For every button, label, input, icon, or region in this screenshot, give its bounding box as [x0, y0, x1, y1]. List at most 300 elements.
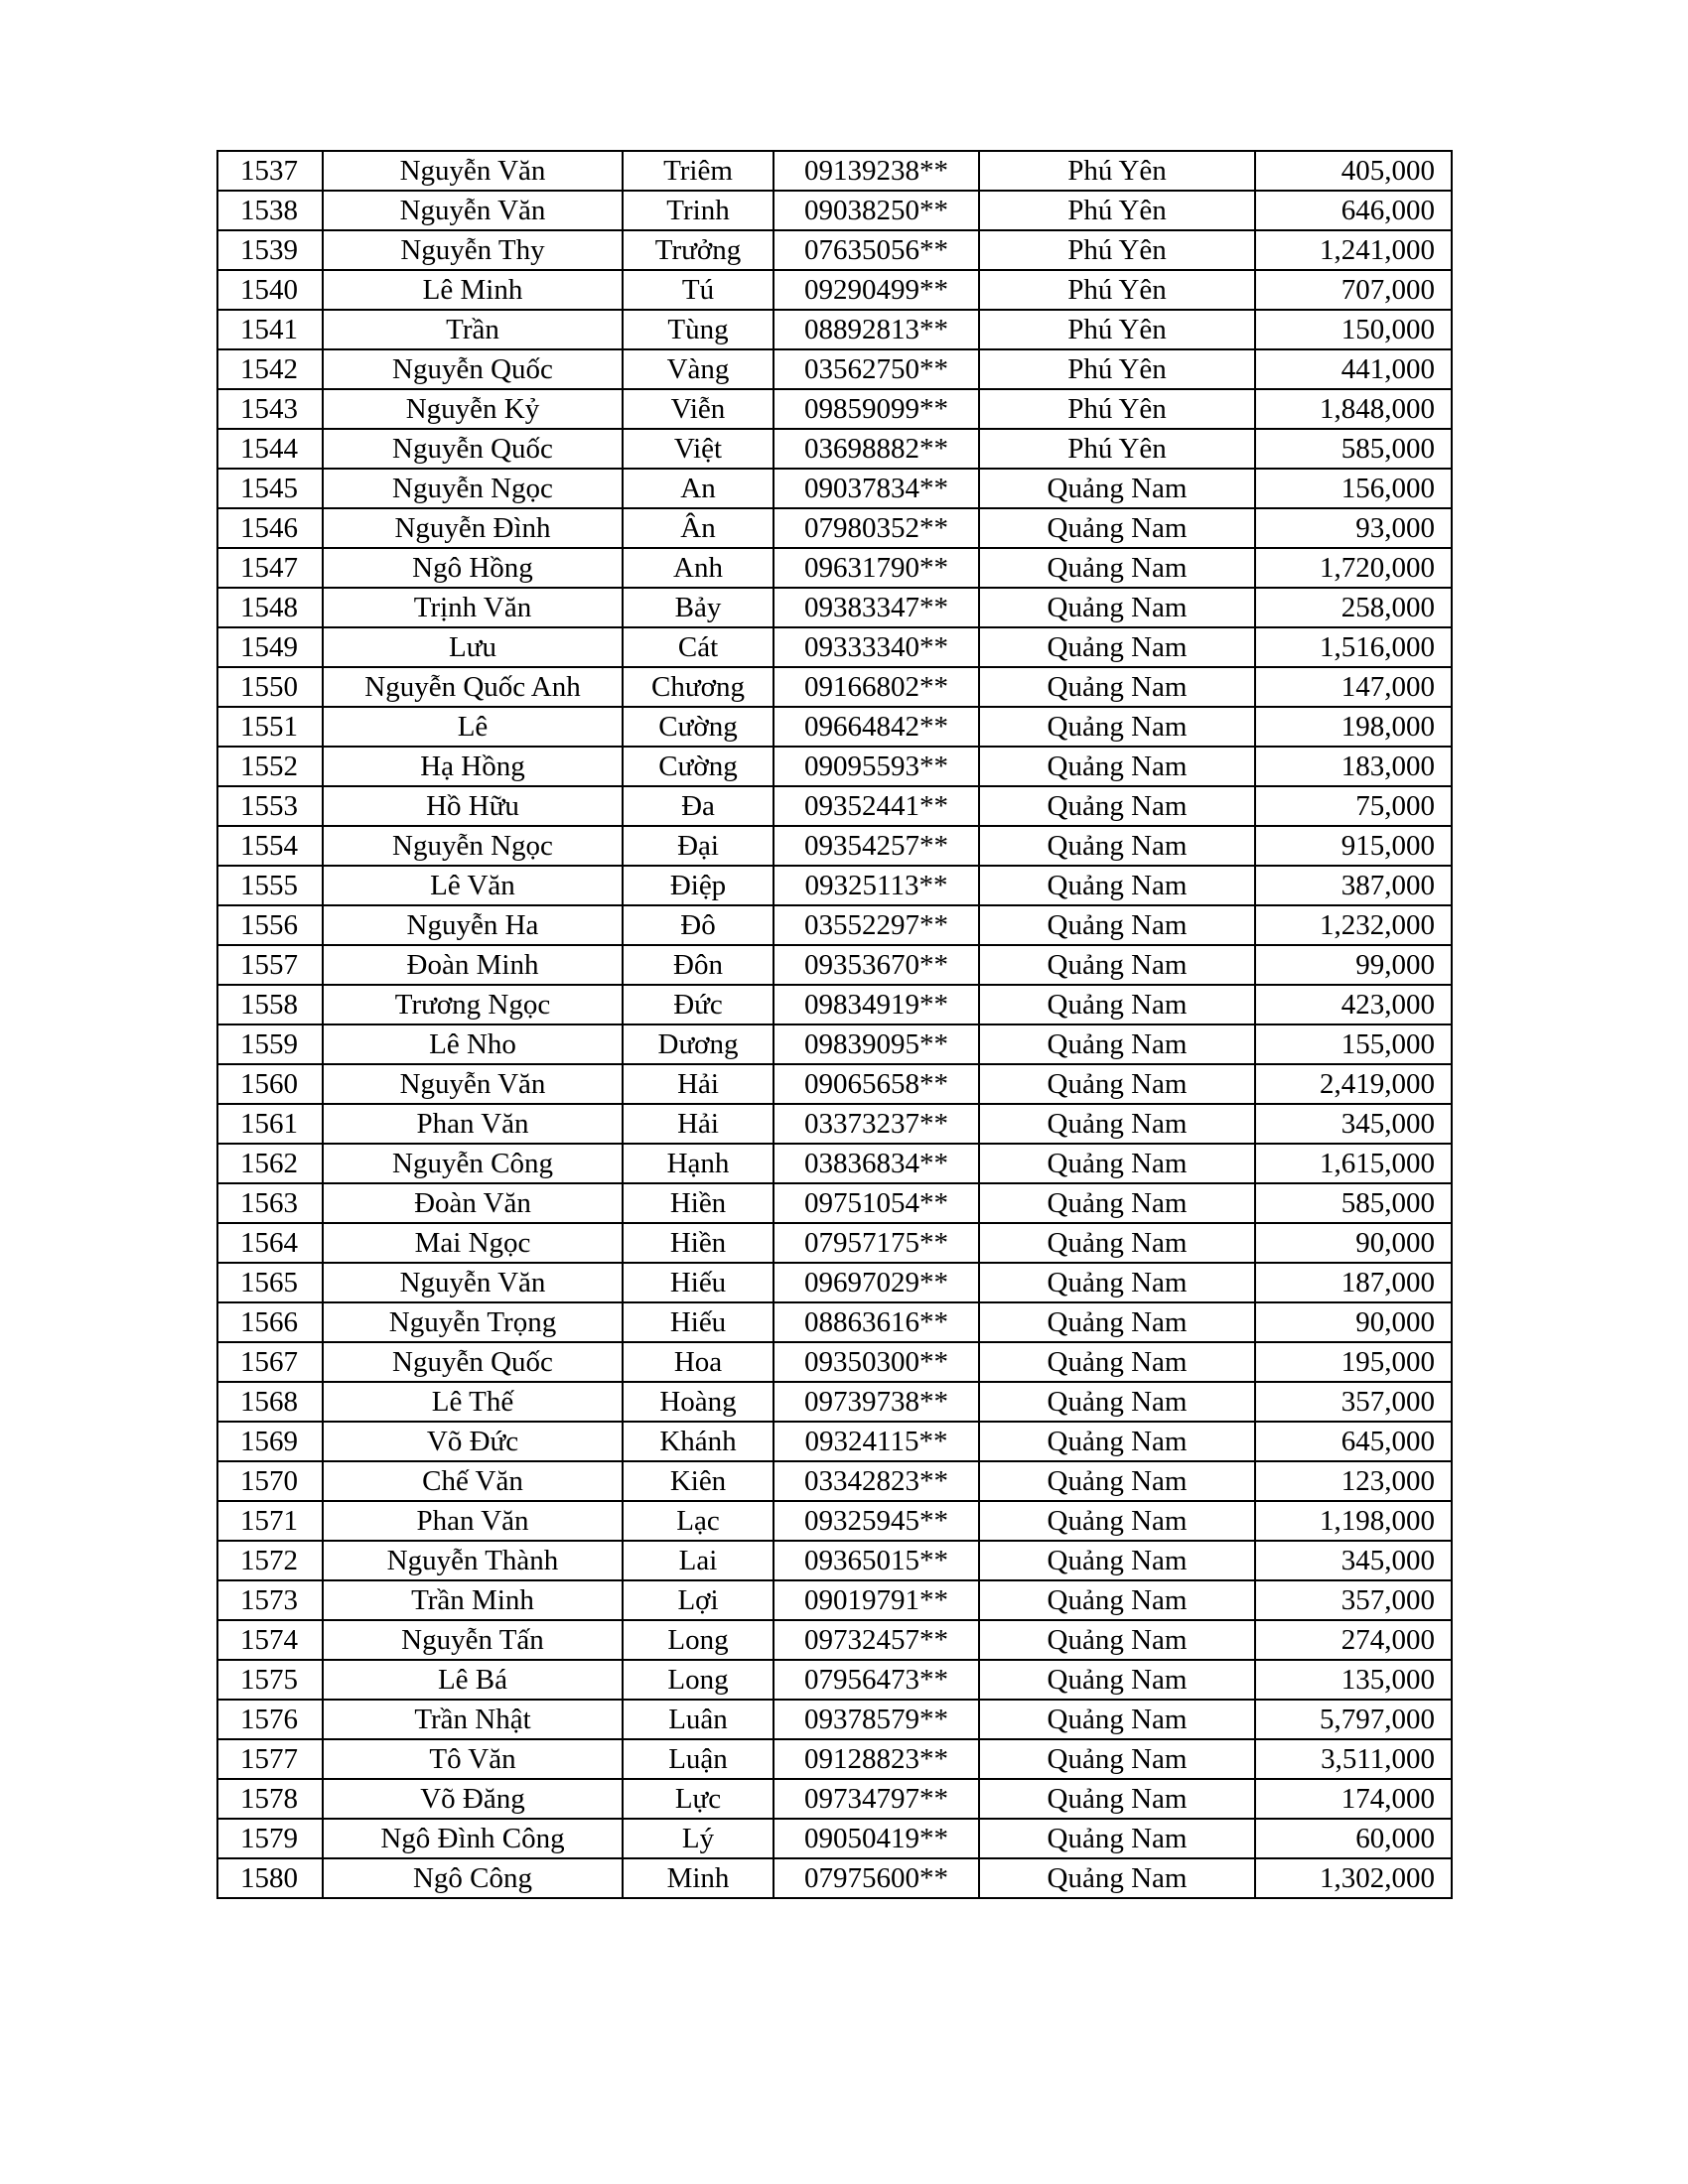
province-cell: Quảng Nam: [979, 1342, 1255, 1382]
row-number-cell: 1562: [217, 1144, 323, 1183]
surname-cell: Lê Thế: [323, 1382, 623, 1422]
surname-cell: Nguyễn Trọng: [323, 1302, 623, 1342]
phone-cell: 09290499**: [774, 270, 979, 310]
given-name-cell: Dương: [623, 1024, 774, 1064]
given-name-cell: Đại: [623, 826, 774, 866]
province-cell: Quảng Nam: [979, 667, 1255, 707]
amount-cell: 99,000: [1255, 945, 1452, 985]
surname-cell: Trương Ngọc: [323, 985, 623, 1024]
table-row: [217, 667, 1452, 707]
phone-cell: 09751054**: [774, 1183, 979, 1223]
row-number-cell: 1574: [217, 1620, 323, 1660]
row-number-cell: 1575: [217, 1660, 323, 1700]
phone-cell: 09325113**: [774, 866, 979, 905]
given-name-cell: Hiếu: [623, 1263, 774, 1302]
province-cell: Quảng Nam: [979, 588, 1255, 627]
row-number-cell: 1568: [217, 1382, 323, 1422]
amount-cell: 3,511,000: [1255, 1739, 1452, 1779]
row-number-cell: 1548: [217, 588, 323, 627]
phone-cell: 09365015**: [774, 1541, 979, 1580]
phone-cell: 09839095**: [774, 1024, 979, 1064]
table-row: [217, 1382, 1452, 1422]
phone-cell: 09050419**: [774, 1819, 979, 1858]
given-name-cell: Luận: [623, 1739, 774, 1779]
row-number-cell: 1547: [217, 548, 323, 588]
surname-cell: Nguyễn Thy: [323, 230, 623, 270]
amount-cell: 585,000: [1255, 429, 1452, 469]
row-number-cell: 1564: [217, 1223, 323, 1263]
row-number-cell: 1572: [217, 1541, 323, 1580]
surname-cell: Hạ Hồng: [323, 747, 623, 786]
given-name-cell: Cát: [623, 627, 774, 667]
surname-cell: Võ Đăng: [323, 1779, 623, 1819]
province-cell: Quảng Nam: [979, 1700, 1255, 1739]
given-name-cell: Hải: [623, 1064, 774, 1104]
table-row: [217, 1144, 1452, 1183]
phone-cell: 09631790**: [774, 548, 979, 588]
table-row: [217, 469, 1452, 508]
table-row: [217, 1541, 1452, 1580]
phone-cell: 03373237**: [774, 1104, 979, 1144]
table-row: [217, 1700, 1452, 1739]
given-name-cell: Tú: [623, 270, 774, 310]
surname-cell: Lê Nho: [323, 1024, 623, 1064]
phone-cell: 09859099**: [774, 389, 979, 429]
given-name-cell: Vàng: [623, 349, 774, 389]
row-number-cell: 1544: [217, 429, 323, 469]
surname-cell: Nguyễn Ha: [323, 905, 623, 945]
given-name-cell: Khánh: [623, 1422, 774, 1461]
amount-cell: 423,000: [1255, 985, 1452, 1024]
province-cell: Quảng Nam: [979, 1580, 1255, 1620]
table-row: [217, 588, 1452, 627]
row-number-cell: 1537: [217, 151, 323, 191]
table-row: [217, 1024, 1452, 1064]
surname-cell: Ngô Đình Công: [323, 1819, 623, 1858]
table-row: [217, 707, 1452, 747]
amount-cell: 258,000: [1255, 588, 1452, 627]
phone-cell: 07635056**: [774, 230, 979, 270]
amount-cell: 1,615,000: [1255, 1144, 1452, 1183]
province-cell: Phú Yên: [979, 191, 1255, 230]
table-row: [217, 349, 1452, 389]
table-row: [217, 151, 1452, 191]
row-number-cell: 1561: [217, 1104, 323, 1144]
row-number-cell: 1571: [217, 1501, 323, 1541]
table-row: [217, 429, 1452, 469]
phone-cell: 09139238**: [774, 151, 979, 191]
row-number-cell: 1577: [217, 1739, 323, 1779]
surname-cell: Ngô Công: [323, 1858, 623, 1898]
row-number-cell: 1550: [217, 667, 323, 707]
province-cell: Quảng Nam: [979, 1739, 1255, 1779]
amount-cell: 174,000: [1255, 1779, 1452, 1819]
table-row: [217, 1104, 1452, 1144]
province-cell: Quảng Nam: [979, 1064, 1255, 1104]
province-cell: Quảng Nam: [979, 747, 1255, 786]
table-row: [217, 1223, 1452, 1263]
province-cell: Quảng Nam: [979, 1104, 1255, 1144]
amount-cell: 1,232,000: [1255, 905, 1452, 945]
given-name-cell: Đôn: [623, 945, 774, 985]
row-number-cell: 1567: [217, 1342, 323, 1382]
province-cell: Quảng Nam: [979, 1183, 1255, 1223]
surname-cell: Võ Đức: [323, 1422, 623, 1461]
table-row: [217, 1739, 1452, 1779]
amount-cell: 90,000: [1255, 1302, 1452, 1342]
surname-cell: Tô Văn: [323, 1739, 623, 1779]
amount-cell: 405,000: [1255, 151, 1452, 191]
table-row: [217, 826, 1452, 866]
surname-cell: Nguyễn Quốc Anh: [323, 667, 623, 707]
surname-cell: Trịnh Văn: [323, 588, 623, 627]
table-row: [217, 191, 1452, 230]
amount-cell: 198,000: [1255, 707, 1452, 747]
given-name-cell: Anh: [623, 548, 774, 588]
table-row: [217, 389, 1452, 429]
province-cell: Quảng Nam: [979, 1620, 1255, 1660]
province-cell: Quảng Nam: [979, 1819, 1255, 1858]
table-row: [217, 548, 1452, 588]
province-cell: Quảng Nam: [979, 1858, 1255, 1898]
surname-cell: Nguyễn Quốc: [323, 349, 623, 389]
table-row: [217, 905, 1452, 945]
given-name-cell: Chương: [623, 667, 774, 707]
phone-cell: 07957175**: [774, 1223, 979, 1263]
province-cell: Quảng Nam: [979, 1501, 1255, 1541]
table-row: [217, 1342, 1452, 1382]
amount-cell: 1,198,000: [1255, 1501, 1452, 1541]
row-number-cell: 1579: [217, 1819, 323, 1858]
amount-cell: 183,000: [1255, 747, 1452, 786]
province-cell: Quảng Nam: [979, 866, 1255, 905]
province-cell: Quảng Nam: [979, 985, 1255, 1024]
province-cell: Quảng Nam: [979, 1302, 1255, 1342]
phone-cell: 09734797**: [774, 1779, 979, 1819]
province-cell: Quảng Nam: [979, 707, 1255, 747]
phone-cell: 09354257**: [774, 826, 979, 866]
amount-cell: 5,797,000: [1255, 1700, 1452, 1739]
given-name-cell: Long: [623, 1620, 774, 1660]
amount-cell: 345,000: [1255, 1541, 1452, 1580]
province-cell: Quảng Nam: [979, 1660, 1255, 1700]
row-number-cell: 1545: [217, 469, 323, 508]
recipient-table: [216, 150, 1453, 1899]
row-number-cell: 1553: [217, 786, 323, 826]
phone-cell: 09324115**: [774, 1422, 979, 1461]
given-name-cell: Đức: [623, 985, 774, 1024]
given-name-cell: Lợi: [623, 1580, 774, 1620]
amount-cell: 1,241,000: [1255, 230, 1452, 270]
amount-cell: 915,000: [1255, 826, 1452, 866]
table-row: [217, 1302, 1452, 1342]
province-cell: Quảng Nam: [979, 1541, 1255, 1580]
given-name-cell: Bảy: [623, 588, 774, 627]
amount-cell: 387,000: [1255, 866, 1452, 905]
province-cell: Quảng Nam: [979, 826, 1255, 866]
surname-cell: Nguyễn Văn: [323, 1263, 623, 1302]
amount-cell: 90,000: [1255, 1223, 1452, 1263]
surname-cell: Lê Minh: [323, 270, 623, 310]
phone-cell: 09697029**: [774, 1263, 979, 1302]
surname-cell: Nguyễn Ngọc: [323, 469, 623, 508]
given-name-cell: Triêm: [623, 151, 774, 191]
given-name-cell: Việt: [623, 429, 774, 469]
table-row: [217, 1660, 1452, 1700]
surname-cell: Nguyễn Quốc: [323, 1342, 623, 1382]
given-name-cell: Long: [623, 1660, 774, 1700]
phone-cell: 09732457**: [774, 1620, 979, 1660]
phone-cell: 09383347**: [774, 588, 979, 627]
given-name-cell: Lực: [623, 1779, 774, 1819]
row-number-cell: 1551: [217, 707, 323, 747]
amount-cell: 345,000: [1255, 1104, 1452, 1144]
table-row: [217, 310, 1452, 349]
table-row: [217, 270, 1452, 310]
row-number-cell: 1580: [217, 1858, 323, 1898]
province-cell: Quảng Nam: [979, 627, 1255, 667]
surname-cell: Đoàn Văn: [323, 1183, 623, 1223]
surname-cell: Trần Nhật: [323, 1700, 623, 1739]
amount-cell: 357,000: [1255, 1580, 1452, 1620]
table-row: [217, 1064, 1452, 1104]
phone-cell: 03698882**: [774, 429, 979, 469]
surname-cell: Lê Văn: [323, 866, 623, 905]
province-cell: Phú Yên: [979, 270, 1255, 310]
amount-cell: 585,000: [1255, 1183, 1452, 1223]
province-cell: Phú Yên: [979, 230, 1255, 270]
surname-cell: Ngô Hồng: [323, 548, 623, 588]
row-number-cell: 1558: [217, 985, 323, 1024]
table-row: [217, 1501, 1452, 1541]
province-cell: Quảng Nam: [979, 945, 1255, 985]
given-name-cell: Hiếu: [623, 1302, 774, 1342]
phone-cell: 09095593**: [774, 747, 979, 786]
phone-cell: 03552297**: [774, 905, 979, 945]
table-row: [217, 627, 1452, 667]
surname-cell: Đoàn Minh: [323, 945, 623, 985]
phone-cell: 03836834**: [774, 1144, 979, 1183]
row-number-cell: 1560: [217, 1064, 323, 1104]
row-number-cell: 1573: [217, 1580, 323, 1620]
row-number-cell: 1543: [217, 389, 323, 429]
table-row: [217, 1779, 1452, 1819]
phone-cell: 07975600**: [774, 1858, 979, 1898]
table-body: [217, 151, 1452, 1898]
row-number-cell: 1557: [217, 945, 323, 985]
surname-cell: Nguyễn Ngọc: [323, 826, 623, 866]
surname-cell: Nguyễn Thành: [323, 1541, 623, 1580]
phone-cell: 07980352**: [774, 508, 979, 548]
row-number-cell: 1566: [217, 1302, 323, 1342]
surname-cell: Chế Văn: [323, 1461, 623, 1501]
amount-cell: 150,000: [1255, 310, 1452, 349]
table-row: [217, 1620, 1452, 1660]
given-name-cell: Kiên: [623, 1461, 774, 1501]
phone-cell: 09065658**: [774, 1064, 979, 1104]
row-number-cell: 1563: [217, 1183, 323, 1223]
surname-cell: Nguyễn Quốc: [323, 429, 623, 469]
row-number-cell: 1576: [217, 1700, 323, 1739]
phone-cell: 08892813**: [774, 310, 979, 349]
given-name-cell: Lai: [623, 1541, 774, 1580]
given-name-cell: Trinh: [623, 191, 774, 230]
given-name-cell: Điệp: [623, 866, 774, 905]
phone-cell: 09378579**: [774, 1700, 979, 1739]
phone-cell: 09128823**: [774, 1739, 979, 1779]
phone-cell: 09664842**: [774, 707, 979, 747]
table-row: [217, 1422, 1452, 1461]
province-cell: Quảng Nam: [979, 786, 1255, 826]
phone-cell: 09325945**: [774, 1501, 979, 1541]
province-cell: Quảng Nam: [979, 1461, 1255, 1501]
province-cell: Quảng Nam: [979, 905, 1255, 945]
surname-cell: Phan Văn: [323, 1104, 623, 1144]
surname-cell: Nguyễn Văn: [323, 151, 623, 191]
amount-cell: 60,000: [1255, 1819, 1452, 1858]
given-name-cell: Hải: [623, 1104, 774, 1144]
row-number-cell: 1541: [217, 310, 323, 349]
row-number-cell: 1539: [217, 230, 323, 270]
phone-cell: 09350300**: [774, 1342, 979, 1382]
row-number-cell: 1552: [217, 747, 323, 786]
province-cell: Phú Yên: [979, 429, 1255, 469]
province-cell: Quảng Nam: [979, 1779, 1255, 1819]
province-cell: Quảng Nam: [979, 508, 1255, 548]
given-name-cell: Trưởng: [623, 230, 774, 270]
row-number-cell: 1538: [217, 191, 323, 230]
table-row: [217, 866, 1452, 905]
given-name-cell: Luân: [623, 1700, 774, 1739]
amount-cell: 135,000: [1255, 1660, 1452, 1700]
row-number-cell: 1570: [217, 1461, 323, 1501]
table-row: [217, 230, 1452, 270]
amount-cell: 1,302,000: [1255, 1858, 1452, 1898]
amount-cell: 357,000: [1255, 1382, 1452, 1422]
amount-cell: 646,000: [1255, 191, 1452, 230]
phone-cell: 09038250**: [774, 191, 979, 230]
table-row: [217, 945, 1452, 985]
surname-cell: Nguyễn Văn: [323, 1064, 623, 1104]
surname-cell: Nguyễn Công: [323, 1144, 623, 1183]
amount-cell: 147,000: [1255, 667, 1452, 707]
province-cell: Quảng Nam: [979, 548, 1255, 588]
phone-cell: 08863616**: [774, 1302, 979, 1342]
surname-cell: Trần: [323, 310, 623, 349]
row-number-cell: 1578: [217, 1779, 323, 1819]
table-row: [217, 1580, 1452, 1620]
amount-cell: 441,000: [1255, 349, 1452, 389]
row-number-cell: 1555: [217, 866, 323, 905]
given-name-cell: Đô: [623, 905, 774, 945]
surname-cell: Nguyễn Đình: [323, 508, 623, 548]
table-row: [217, 985, 1452, 1024]
amount-cell: 123,000: [1255, 1461, 1452, 1501]
given-name-cell: Minh: [623, 1858, 774, 1898]
given-name-cell: Lý: [623, 1819, 774, 1858]
surname-cell: Hồ Hữu: [323, 786, 623, 826]
table-row: [217, 786, 1452, 826]
amount-cell: 1,516,000: [1255, 627, 1452, 667]
table-row: [217, 1858, 1452, 1898]
amount-cell: 1,848,000: [1255, 389, 1452, 429]
given-name-cell: Hoàng: [623, 1382, 774, 1422]
given-name-cell: An: [623, 469, 774, 508]
phone-cell: 03342823**: [774, 1461, 979, 1501]
table-row: [217, 1819, 1452, 1858]
phone-cell: 09834919**: [774, 985, 979, 1024]
given-name-cell: Hạnh: [623, 1144, 774, 1183]
province-cell: Quảng Nam: [979, 1144, 1255, 1183]
table-row: [217, 1263, 1452, 1302]
given-name-cell: Tùng: [623, 310, 774, 349]
given-name-cell: Đa: [623, 786, 774, 826]
given-name-cell: Viễn: [623, 389, 774, 429]
amount-cell: 93,000: [1255, 508, 1452, 548]
amount-cell: 274,000: [1255, 1620, 1452, 1660]
table-row: [217, 1183, 1452, 1223]
surname-cell: Nguyễn Văn: [323, 191, 623, 230]
amount-cell: 75,000: [1255, 786, 1452, 826]
phone-cell: 09037834**: [774, 469, 979, 508]
province-cell: Quảng Nam: [979, 1382, 1255, 1422]
phone-cell: 09019791**: [774, 1580, 979, 1620]
phone-cell: 09353670**: [774, 945, 979, 985]
surname-cell: Lưu: [323, 627, 623, 667]
province-cell: Phú Yên: [979, 349, 1255, 389]
row-number-cell: 1542: [217, 349, 323, 389]
phone-cell: 09739738**: [774, 1382, 979, 1422]
phone-cell: 03562750**: [774, 349, 979, 389]
province-cell: Phú Yên: [979, 389, 1255, 429]
surname-cell: Phan Văn: [323, 1501, 623, 1541]
amount-cell: 707,000: [1255, 270, 1452, 310]
given-name-cell: Hiền: [623, 1183, 774, 1223]
phone-cell: 09333340**: [774, 627, 979, 667]
amount-cell: 645,000: [1255, 1422, 1452, 1461]
province-cell: Quảng Nam: [979, 1223, 1255, 1263]
amount-cell: 156,000: [1255, 469, 1452, 508]
surname-cell: Nguyễn Tấn: [323, 1620, 623, 1660]
given-name-cell: Cường: [623, 707, 774, 747]
row-number-cell: 1554: [217, 826, 323, 866]
row-number-cell: 1549: [217, 627, 323, 667]
surname-cell: Nguyễn Kỷ: [323, 389, 623, 429]
amount-cell: 2,419,000: [1255, 1064, 1452, 1104]
surname-cell: Mai Ngọc: [323, 1223, 623, 1263]
province-cell: Quảng Nam: [979, 1263, 1255, 1302]
given-name-cell: Hoa: [623, 1342, 774, 1382]
row-number-cell: 1565: [217, 1263, 323, 1302]
province-cell: Phú Yên: [979, 310, 1255, 349]
amount-cell: 1,720,000: [1255, 548, 1452, 588]
province-cell: Quảng Nam: [979, 469, 1255, 508]
surname-cell: Lê Bá: [323, 1660, 623, 1700]
table-row: [217, 1461, 1452, 1501]
amount-cell: 187,000: [1255, 1263, 1452, 1302]
row-number-cell: 1556: [217, 905, 323, 945]
province-cell: Quảng Nam: [979, 1422, 1255, 1461]
given-name-cell: Cường: [623, 747, 774, 786]
phone-cell: 09352441**: [774, 786, 979, 826]
amount-cell: 195,000: [1255, 1342, 1452, 1382]
phone-cell: 09166802**: [774, 667, 979, 707]
row-number-cell: 1559: [217, 1024, 323, 1064]
surname-cell: Lê: [323, 707, 623, 747]
given-name-cell: Lạc: [623, 1501, 774, 1541]
row-number-cell: 1546: [217, 508, 323, 548]
table-row: [217, 747, 1452, 786]
